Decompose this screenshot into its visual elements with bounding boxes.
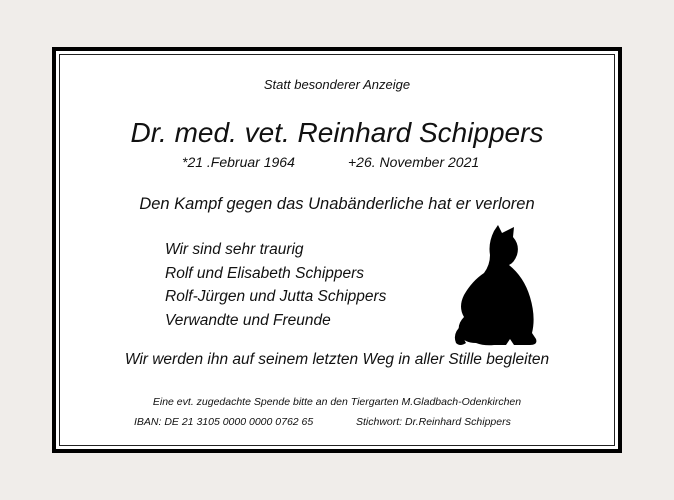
obituary-frame <box>52 47 622 453</box>
header-text: Statt besonderer Anzeige <box>263 77 411 92</box>
deceased-name: Dr. med. vet. Reinhard Schippers <box>130 117 544 148</box>
motto-text: Den Kampf gegen das Unabänderliche hat er verloren <box>139 195 535 213</box>
death-date: +26. November 2021 <box>348 154 480 170</box>
birth-date: *21 .Februar 1964 <box>182 154 295 170</box>
mourner-line: Rolf und Elisabeth Schippers <box>165 264 365 282</box>
mourners-list <box>165 238 386 332</box>
black-cat-image <box>454 225 540 347</box>
mourner-line: Rolf-Jürgen und Jutta Schippers <box>165 288 387 305</box>
keyword-text: Stichwort: Dr.Reinhard Schippers <box>356 416 511 428</box>
donation-text: Eine evt. zugedachte Spende bitte an den Tiergarten M.Gladbach-Odenkirchen <box>152 396 522 408</box>
farewell-text: Wir werden ihn auf seinem letzten Weg in aller Stille begleiten <box>124 351 550 368</box>
mourner-line: Verwandte und Freunde <box>165 311 331 329</box>
mourner-line: Wir sind sehr traurig <box>165 241 304 258</box>
iban-text: IBAN: DE 21 3105 0000 0000 0762 65 <box>134 416 314 428</box>
